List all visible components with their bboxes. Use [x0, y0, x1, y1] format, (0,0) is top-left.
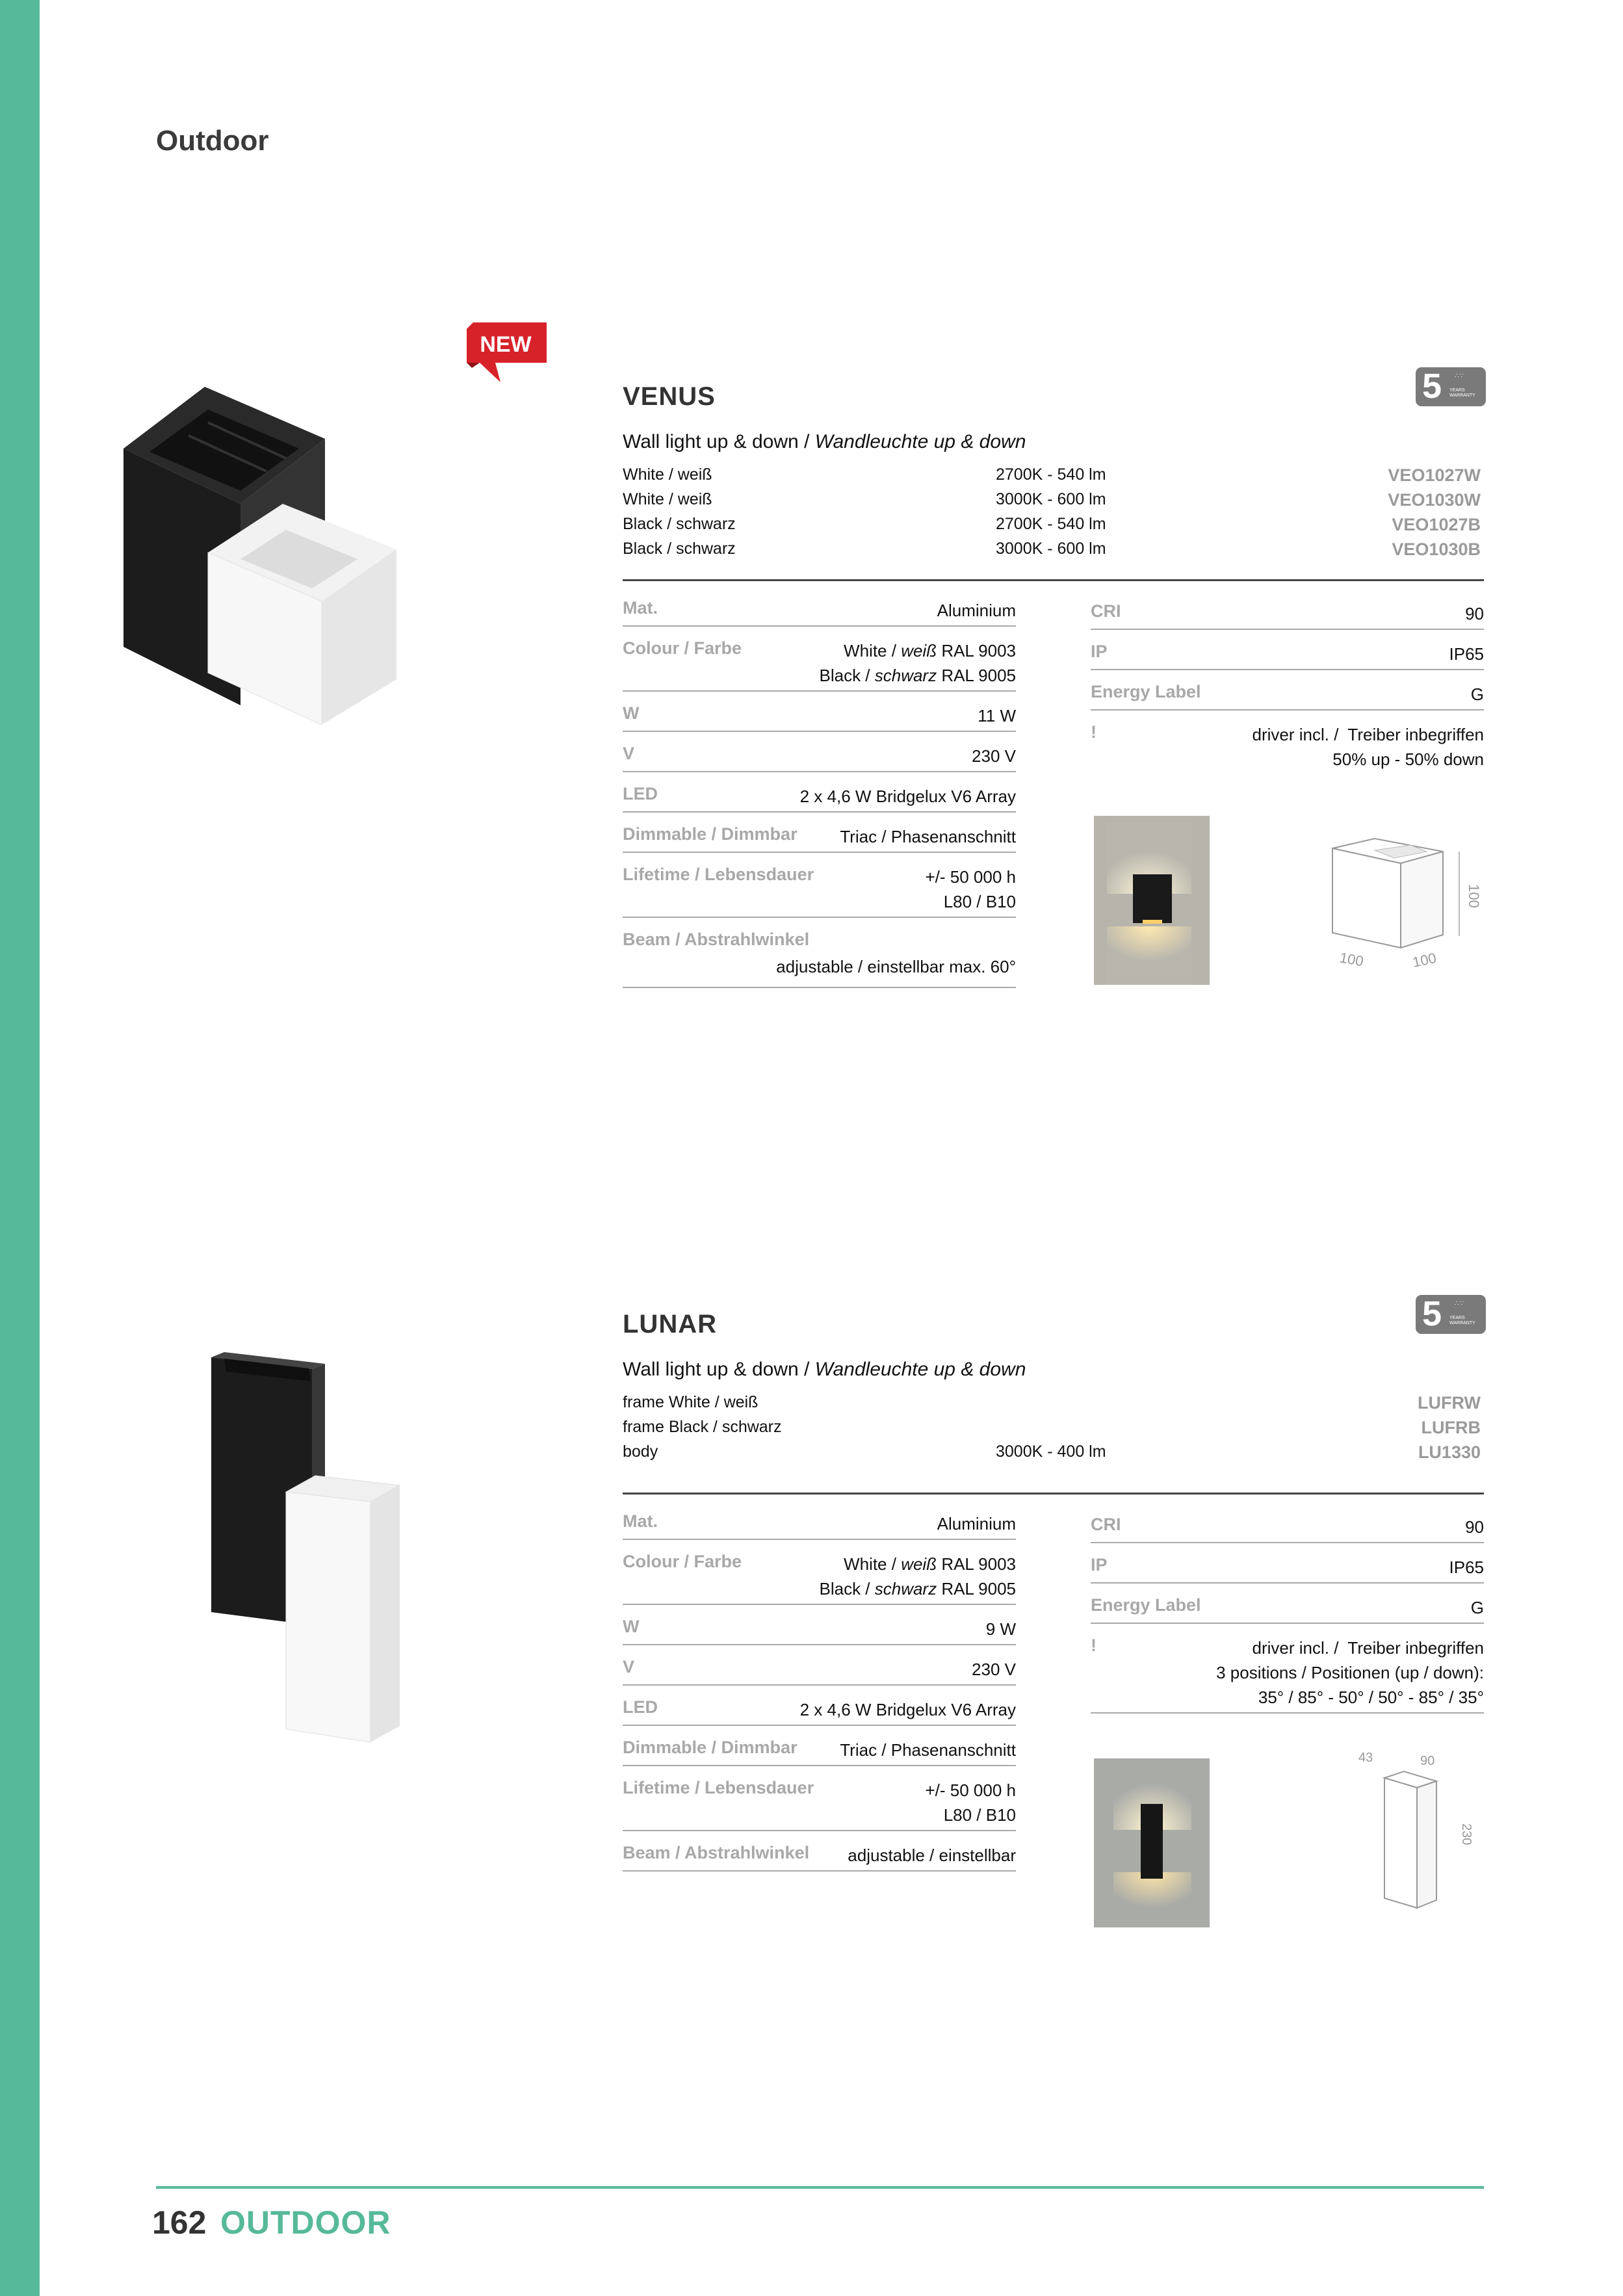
footer-rule: [156, 2186, 1484, 2189]
spec-label: Colour / Farbe: [623, 1552, 742, 1571]
warranty-years: 5: [1422, 1294, 1442, 1333]
desc-separator: /: [798, 431, 815, 452]
dim-depth: 90: [1420, 1754, 1435, 1768]
variant-color: frame White / weiß: [623, 1393, 759, 1411]
spec-row-beam: [623, 930, 1016, 988]
spec-value: 2 x 4,6 W Bridgelux V6 Array: [799, 787, 1016, 806]
variant-color: Black / schwarz: [623, 515, 736, 533]
warranty-badge: [1416, 1295, 1486, 1334]
spec-value: 90: [1465, 1517, 1484, 1537]
dim-height: 100: [1466, 884, 1482, 908]
spec-label: Lifetime / Lebensdauer: [623, 1778, 814, 1797]
variant-code: VEO1027W: [1388, 465, 1481, 485]
spec-label: !: [1091, 1636, 1097, 1655]
spec-value: G: [1470, 1598, 1484, 1617]
side-color-stripe: [0, 0, 40, 2296]
variant-code: LUFRW: [1418, 1393, 1481, 1413]
variant-row: [623, 1418, 1481, 1442]
spec-label: Energy Label: [1091, 1595, 1201, 1615]
new-badge-text: NEW: [480, 332, 532, 357]
variant-code: VEO1027B: [1392, 515, 1481, 534]
stars-icon: ∴∵: [1455, 372, 1464, 380]
spec-label: Beam / Abstrahlwinkel: [623, 930, 810, 949]
spec-value: Triac / Phasenanschnitt: [840, 1740, 1016, 1760]
spec-label: Mat.: [623, 1511, 658, 1531]
spec-value: 230 V: [972, 1660, 1016, 1679]
spec-row-dimmable: [623, 824, 1016, 853]
variant-code: LU1330: [1418, 1442, 1481, 1462]
venus-product-photo: [123, 387, 403, 738]
spec-value: driver incl. / Treiber inbegriffen 3 positions / Positionen (up / down): 35° / 85° - 50° / 50° - 85° / 35°: [1216, 1638, 1484, 1707]
spec-row-watt: [623, 703, 1016, 732]
dim-width: 43: [1358, 1751, 1373, 1765]
warranty-text: YEARS WARRANTY: [1449, 388, 1475, 398]
spec-row-ip: [1091, 642, 1484, 670]
new-badge: [467, 322, 547, 382]
footer-section-title: OUTDOOR: [220, 2204, 391, 2241]
spec-label: CRI: [1091, 1515, 1121, 1534]
warranty-badge: [1416, 367, 1486, 406]
variant-row: [623, 1393, 1481, 1418]
spec-value: +/- 50 000 h L80 / B10: [925, 867, 1016, 911]
spec-row-colour: [623, 638, 1016, 692]
spec-value: 2 x 4,6 W Bridgelux V6 Array: [799, 1700, 1016, 1719]
section-divider: [623, 579, 1484, 581]
spec-row-lifetime: [623, 865, 1016, 918]
spec-label: Mat.: [623, 598, 658, 618]
spec-value: IP65: [1449, 644, 1484, 664]
spec-value: adjustable / einstellbar: [848, 1846, 1016, 1865]
spec-label: IP: [1091, 642, 1108, 661]
variant-code: VEO1030B: [1392, 540, 1481, 559]
spec-value: driver incl. / Treiber inbegriffen 50% up - 50% down: [1252, 725, 1484, 769]
dim-width: 100: [1338, 949, 1365, 970]
spec-label: Dimmable / Dimmbar: [623, 824, 798, 844]
product-name: VENUS: [623, 382, 716, 411]
spec-row-cri: [1091, 601, 1484, 630]
spec-value: Aluminium: [937, 601, 1016, 620]
spec-label: Lifetime / Lebensdauer: [623, 865, 814, 884]
desc-de: Wandleuchte up & down: [814, 1359, 1026, 1380]
variant-color: Black / schwarz: [623, 540, 736, 558]
spec-row-material: [623, 598, 1016, 627]
spec-row-dimmable: [623, 1738, 1016, 1766]
spec-value: White / weiß RAL 9003 Black / schwarz RAL 9005: [819, 1554, 1016, 1598]
desc-en: Wall light up & down: [623, 1359, 799, 1380]
spec-row-led: [623, 1697, 1016, 1726]
spec-row-material: [623, 1511, 1016, 1540]
warranty-years: 5: [1422, 367, 1442, 406]
spec-row-energy: [1091, 1595, 1484, 1624]
spec-label: !: [1091, 722, 1097, 742]
desc-en: Wall light up & down: [623, 431, 799, 452]
variant-temp: 3000K - 600 lm: [996, 490, 1106, 508]
variant-color: body: [623, 1442, 658, 1461]
dim-depth: 100: [1410, 949, 1438, 971]
spec-value: White / weiß RAL 9003 Black / schwarz RAL 9005: [819, 641, 1016, 685]
spec-label: V: [623, 1657, 635, 1676]
spec-row-ip: [1091, 1555, 1484, 1584]
spec-row-note: [1091, 722, 1484, 776]
variant-row: [623, 540, 1481, 564]
variant-code: LUFRB: [1421, 1418, 1481, 1437]
variant-temp: 2700K - 540 lm: [996, 465, 1106, 484]
venus-dimension-drawing: [1313, 832, 1488, 982]
product-description: [623, 431, 1026, 453]
spec-row-beam: [623, 1843, 1016, 1872]
product-description: [623, 1359, 1026, 1381]
stars-icon: ∴∵: [1455, 1300, 1464, 1307]
lunar-dimension-drawing: [1352, 1745, 1488, 1914]
product-name: LUNAR: [623, 1310, 717, 1338]
variant-row: [623, 1442, 1481, 1467]
variant-code: VEO1030W: [1388, 490, 1481, 510]
spec-label: Energy Label: [1091, 682, 1201, 701]
spec-label: W: [623, 1617, 640, 1636]
spec-value: Aluminium: [937, 1514, 1016, 1533]
spec-label: Dimmable / Dimmbar: [623, 1738, 798, 1757]
desc-de: Wandleuchte up & down: [814, 431, 1026, 452]
spec-row-note: [1091, 1636, 1484, 1714]
spec-row-energy: [1091, 682, 1484, 711]
variant-row: [623, 490, 1481, 515]
variant-temp: 3000K - 400 lm: [996, 1442, 1106, 1461]
lunar-installed-photo: [1094, 1758, 1210, 1927]
warranty-text: YEARS WARRANTY: [1449, 1316, 1475, 1325]
spec-value: 230 V: [972, 746, 1016, 766]
spec-label: Beam / Abstrahlwinkel: [623, 1843, 810, 1862]
spec-row-cri: [1091, 1515, 1484, 1543]
spec-row-led: [623, 784, 1016, 813]
page-heading: Outdoor: [156, 125, 269, 157]
spec-row-lifetime: [623, 1778, 1016, 1831]
spec-value: 90: [1465, 604, 1484, 623]
lunar-product-photo: [195, 1346, 403, 1752]
page-number: 162: [152, 2204, 207, 2241]
spec-value: G: [1470, 685, 1484, 704]
spec-value: 11 W: [978, 706, 1016, 725]
spec-label: IP: [1091, 1555, 1108, 1574]
spec-label: W: [623, 703, 640, 723]
spec-label: LED: [623, 784, 658, 803]
desc-separator: /: [798, 1359, 815, 1380]
variant-color: frame Black / schwarz: [623, 1418, 782, 1436]
spec-label: Colour / Farbe: [623, 638, 742, 658]
spec-label: LED: [623, 1697, 658, 1717]
variant-color: White / weiß: [623, 465, 712, 484]
spec-label: V: [623, 744, 635, 763]
spec-value: Triac / Phasenanschnitt: [840, 827, 1016, 846]
spec-row-watt: [623, 1617, 1016, 1645]
variant-row: [623, 515, 1481, 540]
spec-value: 9 W: [985, 1619, 1016, 1639]
spec-label: CRI: [1091, 601, 1121, 621]
variant-temp: 3000K - 600 lm: [996, 540, 1106, 558]
variant-temp: 2700K - 540 lm: [996, 515, 1106, 533]
spec-value: +/- 50 000 h L80 / B10: [925, 1781, 1016, 1825]
spec-row-volt: [623, 1657, 1016, 1686]
spec-value: IP65: [1449, 1558, 1484, 1577]
section-divider: [623, 1493, 1484, 1494]
spec-row-colour: [623, 1552, 1016, 1605]
venus-installed-photo: [1094, 816, 1210, 985]
spec-value: adjustable / einstellbar max. 60°: [776, 957, 1016, 976]
variant-row: [623, 465, 1481, 490]
dim-height: 230: [1459, 1823, 1474, 1846]
variant-color: White / weiß: [623, 490, 712, 508]
spec-row-volt: [623, 744, 1016, 772]
